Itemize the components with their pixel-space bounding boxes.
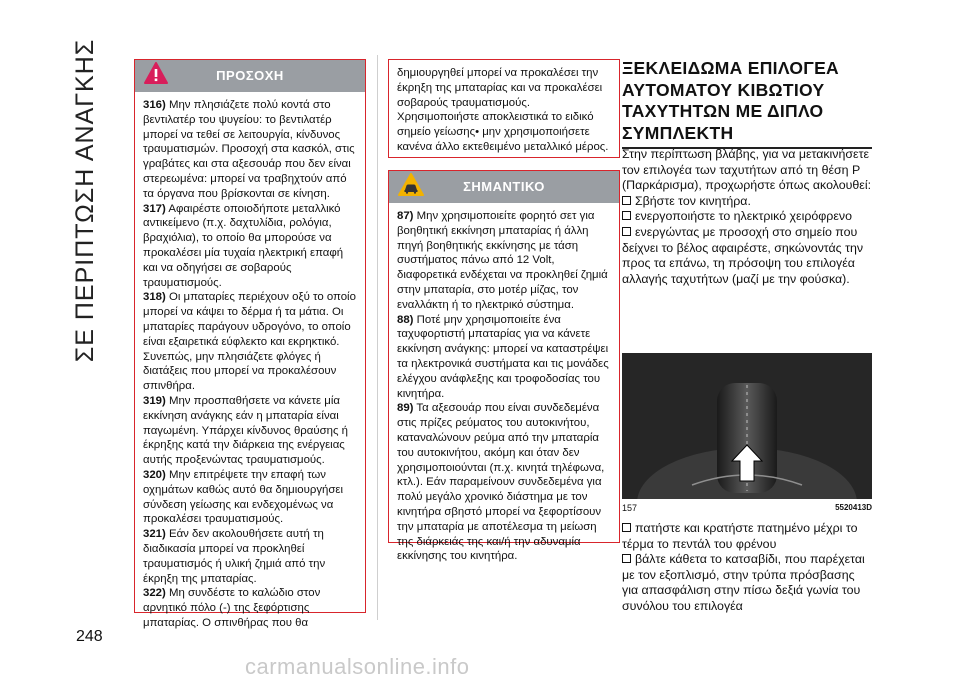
note-number: 321) xyxy=(143,528,166,541)
note-text: Εάν δεν ακολουθήσετε αυτή τη διαδικασία μπορεί να προκληθεί τραυματισμός ή υλική ζημιά από την έκρηξη της μπαταρίας. xyxy=(143,528,326,585)
note-text: Οι μπαταρίες περιέχουν οξύ το οποίο μπορεί να κάψει το δέρμα ή τα μάτια. Οι μπαταρίες παράγουν υδρογόνο, το οποίο είναι εξαιρετικά εύφλεκτο και εκρηκτικό. Συνεπώς, μην πλησιάζετε φλόγες ή διατάξεις που μπορεί να προκαλέσουν σπινθήρα. xyxy=(143,291,356,393)
warning-paragraph xyxy=(143,586,358,630)
warning-paragraph xyxy=(143,468,358,527)
arrow-bullet-icon xyxy=(622,523,631,532)
note-text: Μην επιτρέψετε την επαφή των οχημάτων καθώς αυτό θα δημιουργήσει σύνδεση γείωσης και ενδεχομένως να προκαλέσει τραυματισμούς. xyxy=(143,468,343,526)
warning-paragraph xyxy=(143,202,358,291)
note-number: 87) xyxy=(397,210,414,222)
warning-continued-text: δημιουργηθεί μπορεί να προκαλέσει την έκρηξη της μπαταρίας και να προκαλέσει σοβαρούς τραυματισμούς. Χρησιμοποιήστε αποκλειστικά το ειδικό σημείο γείωσης• μην χρησιμοποιήσετε κανένα άλλο εκτεθειμένο μεταλλικό μέρος. xyxy=(397,67,609,153)
warning-box xyxy=(134,59,366,629)
step-text: Σβήστε τον κινητήρα. xyxy=(635,193,751,208)
warning-paragraph xyxy=(143,394,358,468)
arrow-bullet-icon xyxy=(622,211,631,220)
step-text: πατήστε και κρατήστε πατημένο μέχρι το τέρμα το πεντάλ του φρένου xyxy=(622,521,858,551)
step-item xyxy=(622,225,872,287)
important-body xyxy=(389,203,619,568)
arrow-bullet-icon xyxy=(622,554,631,563)
note-text: Μη συνδέστε το καλώδιο στον αρνητικό πόλο (-) της ξεφόρτισης μπαταρίας. Ο σπινθήρας που θα xyxy=(143,587,321,629)
figure-caption xyxy=(622,503,872,513)
section-intro: Στην περίπτωση βλάβης, για να μετακινήσετε τον επιλογέα των ταχυτήτων από τη θέση P (Παρκάρισμα), προχωρήστε όπως ακολουθεί: xyxy=(622,147,872,193)
step-text: βάλτε κάθετα το κατσαβίδι, που παρέχεται με τον εξοπλισμό, στην τρύπα πρόσβασης για απασφάλιση στην πίσω δεξιά γωνία του συνόλου του επιλογέα xyxy=(622,552,865,613)
gear-selector-photo xyxy=(622,353,872,499)
warning-paragraph xyxy=(143,290,358,394)
arrow-bullet-icon xyxy=(622,196,631,205)
important-paragraph xyxy=(397,209,612,313)
note-number: 316) xyxy=(143,99,166,111)
note-text: Μην προσπαθήσετε να κάνετε μία εκκίνηση ανάγκης εάν η μπαταρία είναι παγωμένη. Υπάρχει κίνδυνος θραύσης ή έκρηξης κατά την διάρκεια της ενέργειας αυτής προξενώντας τραυματισμούς. xyxy=(143,394,348,467)
note-number: 322) xyxy=(143,587,166,600)
figure-code: 5520413D xyxy=(835,503,872,512)
note-number: 88) xyxy=(397,313,414,326)
note-number: 89) xyxy=(397,402,414,415)
step-item xyxy=(622,209,872,225)
page-number: 248 xyxy=(76,628,103,645)
note-text: Τα αξεσουάρ που είναι συνδεδεμένα στις πρίζες ρεύματος του αυτοκινήτου, καταναλώνουν ρεύμα από την μπαταρία του αυτοκινήτου, ακόμη και όταν δεν χρησιμοποιούνται (π.χ. κινητά τηλέφωνα, κτλ.). Εάν παραμείνουν συνδεδεμένα για πολύ μεγάλο χρονικό διάστημα με τον κινητήρα σβηστό μπορεί να ξεφορτίσουν την μπαταρία με αποτέλεσμα τη μείωση της διάρκειάς της και/ή την αδυναμία εκκίνησης του κινητήρα. xyxy=(397,402,605,563)
watermark-text: carmanualsonline.info xyxy=(245,654,470,679)
note-number: 320) xyxy=(143,468,166,481)
section-title: ΞΕΚΛΕΙΔΩΜΑ ΕΠΙΛΟΓΕΑ ΑΥΤΟΜΑΤΟΥ ΚΙΒΩΤΙΟΥ ΤΑΧΥΤΗΤΩΝ ΜΕ ΔΙΠΛΟ ΣΥΜΠΛΕΚΤΗ xyxy=(622,58,872,149)
warning-heading: ΠΡΟΣΟΧΗ xyxy=(216,68,284,83)
note-text: Αφαιρέστε οποιοδήποτε μεταλλικό αντικείμενο (π.χ. δαχτυλίδια, ρολόγια, βραχιόλια), το οποίο θα μπορούσε να προκαλέσει μία τυχαία ηλεκτρική επαφή και να οδηγήσει σε σοβαρούς τραυματισμούς. xyxy=(143,202,344,289)
gear-selector-illustration xyxy=(622,353,872,499)
note-text: Μην πλησιάζετε πολύ κοντά στο βεντιλατέρ του ψυγείου: το βεντιλατέρ μπορεί να τεθεί σε λειτουργία, κίνδυνος τραυματισμών. Προσοχή στα κασκόλ, στις γραβάτες και στα αξεσουάρ που δεν είναι στερεωμένα: μπορεί να τραβηχτούν από τα όργανα που βρίσκονται σε κίνηση. xyxy=(143,99,355,200)
important-header xyxy=(389,171,619,203)
note-number: 317) xyxy=(143,202,166,215)
step-item xyxy=(622,552,872,614)
note-text: Μην χρησιμοποιείτε φορητό σετ για βοηθητική εκκίνηση μπαταρίας ή άλλη πηγή βοηθητικής εκκίνησης με τάση συστήματος πάνω από 12 Volt, διαφορετικά ενδέχεται να προκληθεί ζημιά στην μπαταρία, στο μοτέρ μίζας, τον εναλλάκτη ή το ηλεκτρικό σύστημα. xyxy=(397,210,608,311)
arrow-bullet-icon xyxy=(622,227,631,236)
warning-paragraph xyxy=(143,98,358,202)
warning-header xyxy=(135,60,365,92)
note-number: 318) xyxy=(143,291,166,304)
important-paragraph xyxy=(397,401,612,564)
warning-paragraph xyxy=(143,527,358,586)
important-box xyxy=(388,170,620,563)
column-divider xyxy=(377,55,378,620)
warning-body xyxy=(135,92,365,635)
step-text: ενεργοποιήστε το ηλεκτρικό χειρόφρενο xyxy=(635,209,852,224)
important-paragraph xyxy=(397,313,612,402)
important-heading: ΣΗΜΑΝΤΙΚΟ xyxy=(463,179,545,194)
section-intro-block xyxy=(622,147,872,287)
step-text: ενεργώντας με προσοχή στο σημείο που δείχνει το βέλος αφαιρέστε, σηκώνοντάς την προς τα επάνω, τη πρόσοψη του επιλογέα αλλαγής ταχυτήτων (μαζί με την φούσκα). xyxy=(622,224,864,286)
note-text: Ποτέ μην χρησιμοποιείτε ένα ταχυφορτιστή μπαταρίας για να κάνετε εκκίνηση ανάγκης: μπορεί να καταστρέψει τα ηλεκτρονικά συστήματα και τις μονάδες ελέγχου ανάφλεξης και τροφοδοσίας του κινητήρα. xyxy=(397,313,609,400)
note-number: 319) xyxy=(143,394,166,407)
chapter-side-title xyxy=(64,40,108,360)
figure-number: 157 xyxy=(622,503,638,513)
step-item xyxy=(622,521,872,552)
step-item xyxy=(622,194,872,210)
section-steps-after xyxy=(622,521,872,615)
chapter-title-text: ΣΕ ΠΕΡΙΠΤΩΣΗ ΑΝΑΓΚΗΣ xyxy=(71,38,100,362)
warning-continued-body xyxy=(389,60,619,159)
warning-continued-box xyxy=(388,59,620,158)
